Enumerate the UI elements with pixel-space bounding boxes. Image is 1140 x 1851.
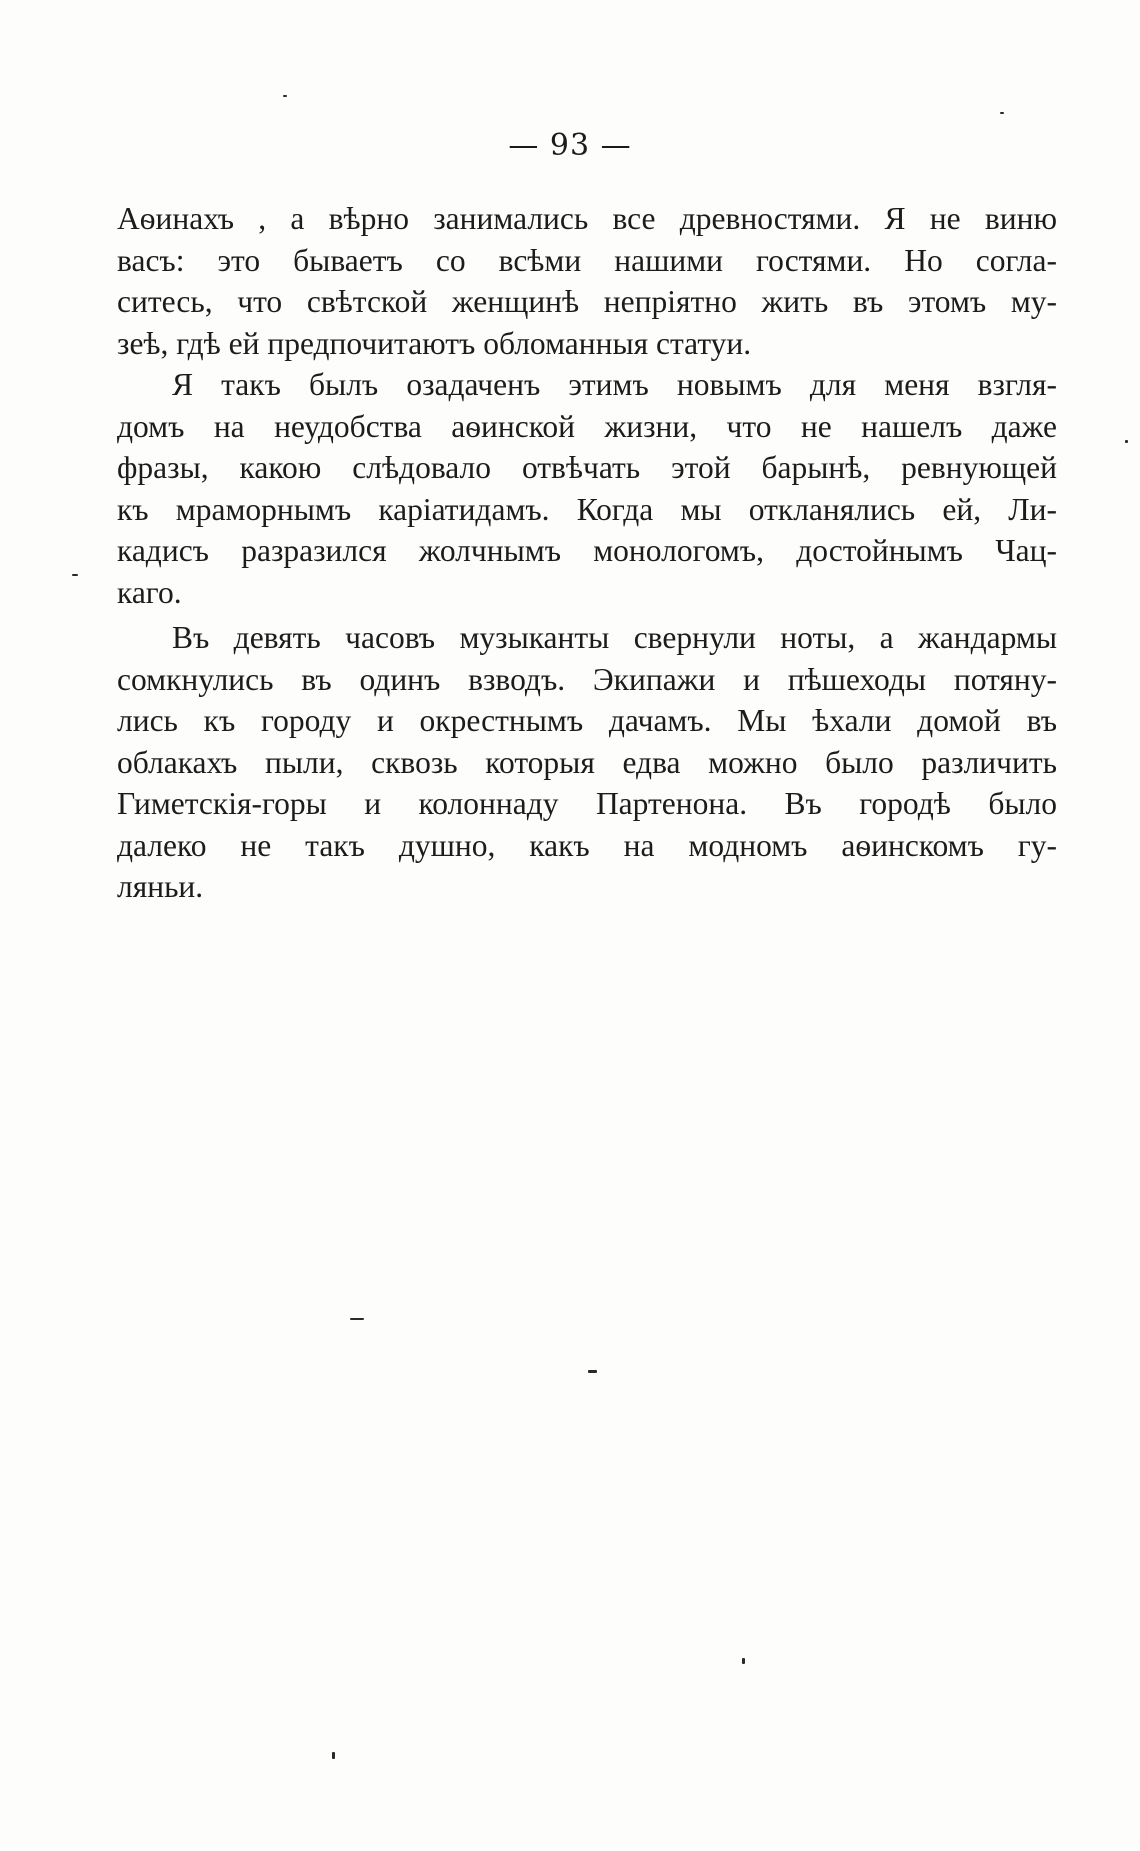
- text-line: каго.: [117, 574, 182, 610]
- text-line: лись къ городу и окрестнымъ дачамъ. Мы ѣхали домой въ: [117, 703, 1057, 738]
- text-line: васъ: это бываетъ со всѣми нашими гостями. Но согла-: [117, 242, 1057, 278]
- scan-speck: [1125, 440, 1128, 443]
- text-line: фразы, какою слѣдовало отвѣчать этой барынѣ, ревнующей: [117, 450, 1057, 485]
- paragraph-1: [117, 198, 1057, 364]
- body-text: [117, 198, 1057, 908]
- text-line: Аѳинахъ , а вѣрно занимались все древностями. Я не виню: [117, 201, 1057, 236]
- scan-speck: [283, 95, 287, 97]
- scan-speck: [742, 1658, 745, 1664]
- text-line: Гиметскія-горы и колоннаду Партенона. Въ городѣ было: [117, 786, 1057, 821]
- text-line: кадисъ разразился жолчнымъ монологомъ, достойнымъ Чац-: [117, 533, 1057, 568]
- text-line: Я такъ былъ озадаченъ этимъ новымъ для меня взгля-: [172, 367, 1057, 402]
- scan-speck: [1000, 112, 1004, 114]
- text-line: ляньи.: [117, 869, 204, 904]
- scan-speck: [350, 1318, 364, 1320]
- text-line: ситесь, что свѣтской женщинѣ непріятно жить въ этомъ му-: [117, 284, 1057, 319]
- text-line: сомкнулись въ одинъ взводъ. Экипажи и пѣшеходы потяну-: [117, 661, 1057, 697]
- scan-speck: [72, 574, 78, 576]
- paragraph-2: [117, 364, 1057, 613]
- text-line: къ мраморнымъ каріатидамъ. Когда мы откланялись ей, Ли-: [117, 491, 1057, 527]
- text-line: зеѣ, гдѣ ей предпочитаютъ обломанныя статуи.: [117, 325, 752, 361]
- scan-speck: [588, 1370, 597, 1373]
- text-line: Въ девять часовъ музыканты свернули ноты, а жандармы: [172, 620, 1057, 655]
- paragraph-3: [117, 617, 1057, 908]
- text-line: домъ на неудобства аѳинской жизни, что не нашелъ даже: [117, 408, 1057, 444]
- scan-speck: [332, 1752, 335, 1759]
- page-number: — 93 —: [508, 128, 632, 163]
- text-line: далеко не такъ душно, какъ на модномъ аѳинскомъ гу-: [117, 827, 1057, 863]
- text-line: облакахъ пыли, сквозь которыя едва можно было различить: [117, 744, 1057, 780]
